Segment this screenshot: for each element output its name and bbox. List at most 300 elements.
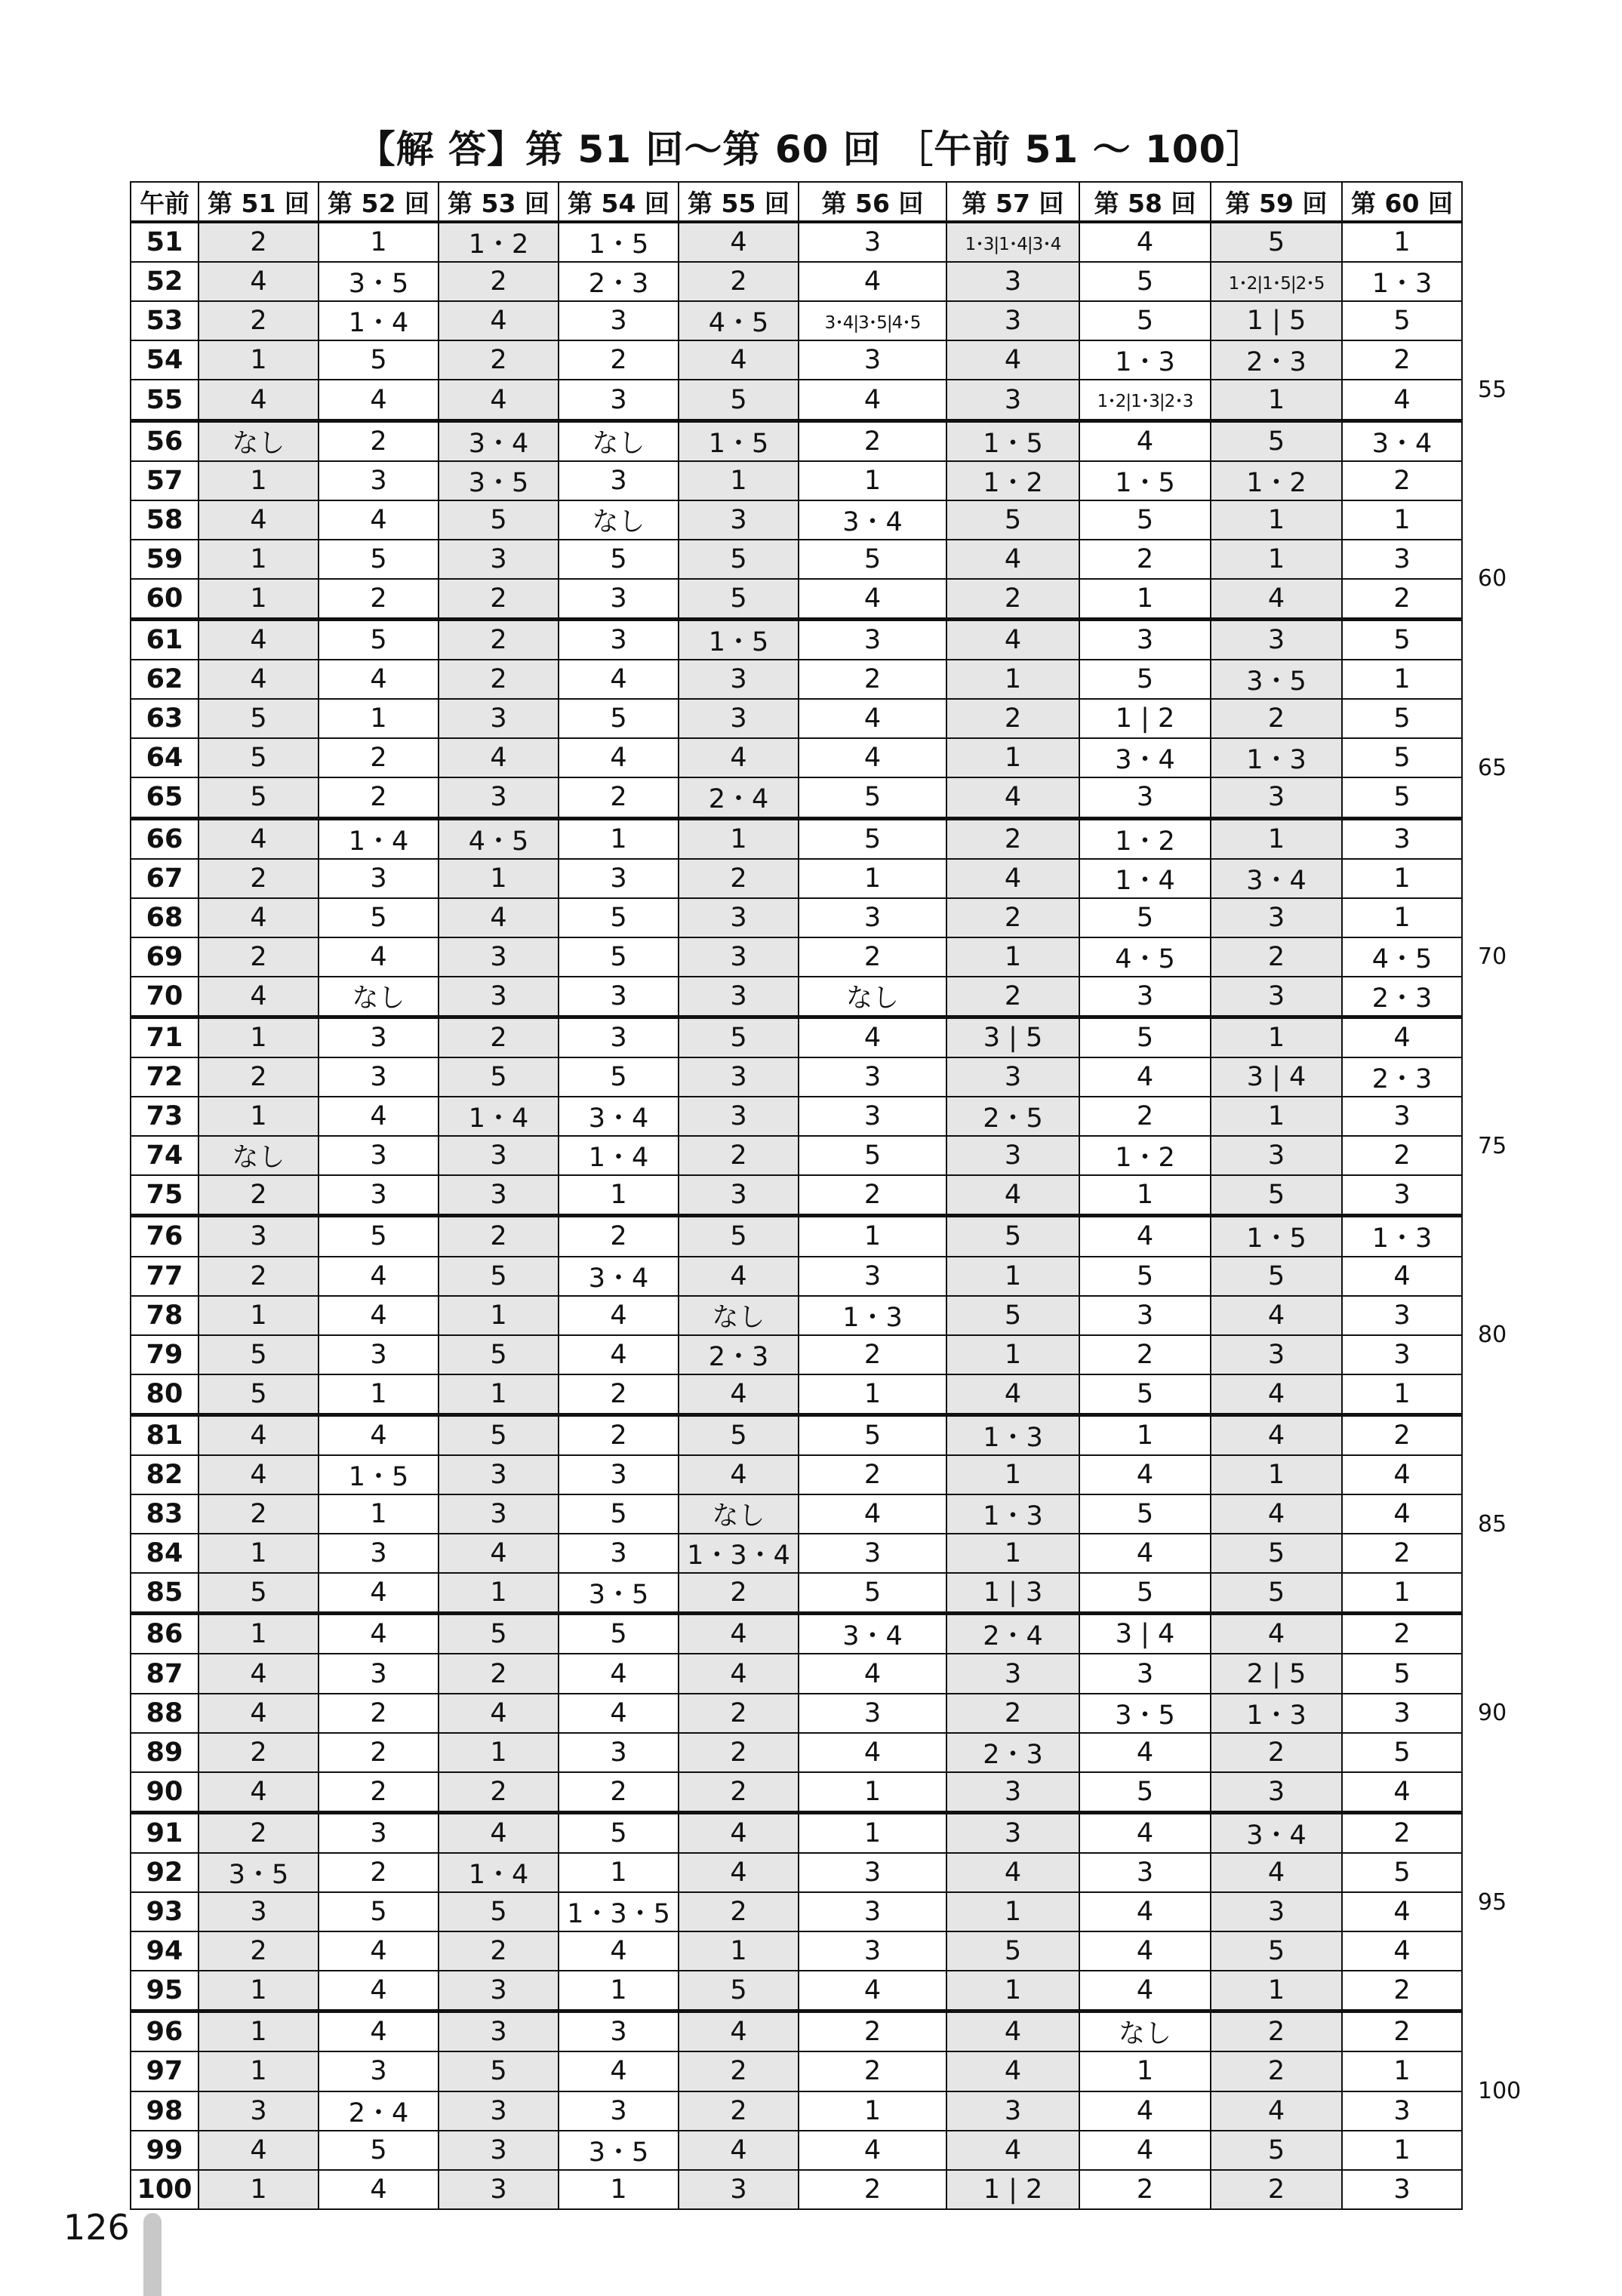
answer-cell: 4 (439, 1534, 559, 1573)
question-number: 51 (131, 222, 199, 262)
answer-cell: 5 (559, 937, 679, 977)
answer-cell: 5 (319, 898, 439, 937)
answer-cell: 4 (679, 1455, 799, 1494)
table-row (131, 2131, 1462, 2170)
answer-cell: 4 (1079, 1892, 1211, 1931)
answer-cell: 2 (439, 660, 559, 699)
answer-cell: 5 (1079, 1257, 1211, 1296)
answer-cell: 4 (1342, 1455, 1462, 1494)
answer-cell: 4 (946, 1853, 1079, 1892)
header-exam-60: 第 60 回 (1342, 182, 1462, 222)
answer-cell: なし (559, 500, 679, 540)
answer-cell: 3・4 (559, 1097, 679, 1136)
answer-cell: 1 (946, 660, 1079, 699)
answer-cell: 4 (199, 1455, 319, 1494)
answer-cell: 3 (1342, 1335, 1462, 1374)
answer-cell: 5 (1342, 301, 1462, 340)
answer-cell: 4 (439, 1812, 559, 1853)
answer-cell: 1・4 (1079, 859, 1211, 898)
answer-cell: 3 (1211, 620, 1342, 660)
answer-cell: 4・5 (679, 301, 799, 340)
answer-cell: 5 (1342, 738, 1462, 777)
answer-cell: 5 (439, 1614, 559, 1654)
answer-cell: 5 (319, 540, 439, 579)
question-number: 77 (131, 1257, 199, 1296)
answer-cell: 2・5 (946, 1097, 1079, 1136)
answer-cell: 3 (559, 1534, 679, 1573)
answer-cell: 1 (946, 1335, 1079, 1374)
answer-cell: 4 (1211, 1374, 1342, 1415)
answer-cell: 2 (319, 1733, 439, 1772)
answer-cell: 4 (319, 2170, 439, 2209)
answer-cell: 3 (679, 977, 799, 1017)
answer-cell: 1 (199, 1971, 319, 2011)
answer-cell: 1 (1211, 1971, 1342, 2011)
answer-cell: 2 (199, 859, 319, 898)
answer-cell: 2 (799, 2170, 946, 2209)
answer-cell: 3 (439, 2131, 559, 2170)
answer-cell: 2 (1342, 1414, 1462, 1455)
answer-cell: 5 (439, 2051, 559, 2091)
answer-cell: 2 (799, 2051, 946, 2091)
answer-cell: 1 (1342, 500, 1462, 540)
answer-cell: 5 (679, 540, 799, 579)
question-number: 70 (131, 977, 199, 1017)
answer-cell: 3 (559, 380, 679, 420)
answer-cell: 4 (679, 340, 799, 380)
answer-cell: 1 | 2 (946, 2170, 1079, 2209)
table-row (131, 1494, 1462, 1534)
answer-cell: 2 (679, 859, 799, 898)
question-number: 99 (131, 2131, 199, 2170)
answer-cell: 4 (1211, 1614, 1342, 1654)
table-row (131, 500, 1462, 540)
table-row (131, 1335, 1462, 1374)
header-question-label: 午前 (131, 182, 199, 222)
question-number: 90 (131, 1772, 199, 1813)
question-number: 55 (131, 380, 199, 420)
answer-cell: 3 (799, 1534, 946, 1573)
answer-cell: 5 (319, 1892, 439, 1931)
question-number: 64 (131, 738, 199, 777)
question-number: 97 (131, 2051, 199, 2091)
answer-cell: 5 (439, 1057, 559, 1097)
table-row (131, 2051, 1462, 2091)
answer-cell: 5 (439, 500, 559, 540)
answer-cell: 4・5 (439, 818, 559, 859)
answer-cell: 4 (199, 500, 319, 540)
answer-cell: 5 (1211, 222, 1342, 262)
answer-cell: 3 (559, 859, 679, 898)
answer-cell: 4 (319, 500, 439, 540)
answer-cell: 5 (679, 1414, 799, 1455)
table-row (131, 1812, 1462, 1853)
answer-cell: 1 (1342, 2051, 1462, 2091)
table-row (131, 2011, 1462, 2052)
answer-cell: 4 (679, 1654, 799, 1693)
answer-cell: 4 (199, 380, 319, 420)
table-row (131, 1534, 1462, 1573)
answer-cell: なし (559, 420, 679, 461)
table-row (131, 1057, 1462, 1097)
answer-cell: 2 (799, 1455, 946, 1494)
answer-cell: 3 | 4 (1211, 1057, 1342, 1097)
answer-cell: 3・4 (799, 1614, 946, 1654)
answer-cell: 4 (319, 660, 439, 699)
answer-cell: 3 (1342, 1175, 1462, 1216)
table-row (131, 1017, 1462, 1057)
table-row (131, 461, 1462, 500)
answer-cell: 2 (946, 1694, 1079, 1733)
side-marker: 95 (1478, 1888, 1507, 1916)
answer-cell: 1 (946, 1257, 1079, 1296)
question-number: 66 (131, 818, 199, 859)
answer-cell: 1 (1079, 1175, 1211, 1216)
answer-cell: 5 (1342, 1654, 1462, 1693)
answer-cell: 1 (319, 699, 439, 738)
answer-cell: 2 (439, 1654, 559, 1693)
answer-cell: 2・3 (1211, 340, 1342, 380)
answer-cell: 3 (799, 1057, 946, 1097)
answer-cell: 2 (1342, 1971, 1462, 2011)
answer-cell: 1 (1211, 1017, 1342, 1057)
answer-cell: 3 (439, 937, 559, 977)
answer-cell: 4 (799, 1017, 946, 1057)
answer-cell: 1・4 (319, 301, 439, 340)
answer-cell: 4 (1079, 1971, 1211, 2011)
header-exam-52: 第 52 回 (319, 182, 439, 222)
answer-cell: 3 (1211, 1136, 1342, 1175)
answer-cell: 3 (559, 2011, 679, 2052)
answer-cell: 3・5 (199, 1853, 319, 1892)
answer-cell: なし (319, 977, 439, 1017)
answer-cell: 2 (1211, 699, 1342, 738)
question-number: 91 (131, 1812, 199, 1853)
answer-cell: 4 (559, 1931, 679, 1971)
answer-cell: 2 (1342, 461, 1462, 500)
header-exam-51: 第 51 回 (199, 182, 319, 222)
answer-cell: 5 (1079, 898, 1211, 937)
answer-cell: 3 (679, 699, 799, 738)
answer-cell: 4 (1079, 1455, 1211, 1494)
answer-cell: 5 (1211, 2131, 1342, 2170)
answer-cell: 3 (946, 1057, 1079, 1097)
answer-cell: 1・2 (1079, 818, 1211, 859)
question-number: 74 (131, 1136, 199, 1175)
answer-cell: 4 (1211, 1853, 1342, 1892)
answer-cell: 4 (799, 1654, 946, 1693)
question-number: 75 (131, 1175, 199, 1216)
answer-cell: 3 (946, 262, 1079, 301)
answer-cell: 1 (559, 1971, 679, 2011)
answer-cell: 2・3 (679, 1335, 799, 1374)
answer-cell: 5 (946, 1296, 1079, 1335)
table-row (131, 1573, 1462, 1614)
question-number: 93 (131, 1892, 199, 1931)
answer-cell: 1・3 (1211, 1694, 1342, 1733)
answer-cell: 2 (1211, 2170, 1342, 2209)
answer-cell: 3 | 4 (1079, 1614, 1211, 1654)
answer-cell: 2 (799, 937, 946, 977)
answer-cell: 3 (946, 1812, 1079, 1853)
answer-cell: 5 (559, 1614, 679, 1654)
table-row (131, 859, 1462, 898)
answer-cell: 5 (559, 699, 679, 738)
answer-cell: 2 (199, 1057, 319, 1097)
answer-cell: 3 (559, 461, 679, 500)
table-row (131, 1175, 1462, 1216)
answer-cell: 5 (439, 1414, 559, 1455)
answer-cell: 4 (199, 620, 319, 660)
answer-cell: 2 (1079, 2170, 1211, 2209)
answer-cell: 2 (439, 1931, 559, 1971)
answer-cell: 3 (319, 1654, 439, 1693)
table-row (131, 579, 1462, 620)
question-number: 72 (131, 1057, 199, 1097)
header-exam-53: 第 53 回 (439, 182, 559, 222)
answer-cell: 5 (1079, 1017, 1211, 1057)
answer-cell: 1・4 (319, 818, 439, 859)
answer-cell: 2 (1342, 340, 1462, 380)
answer-cell: 4 (1342, 1931, 1462, 1971)
table-row (131, 2091, 1462, 2131)
answer-cell: 2 (199, 1257, 319, 1296)
answer-cell: 2 (799, 1175, 946, 1216)
answer-cell: 1 (799, 859, 946, 898)
answer-cell: 1 | 2 (1079, 699, 1211, 738)
answer-cell: 1 (199, 1296, 319, 1335)
answer-cell: 3 (679, 660, 799, 699)
table-row (131, 738, 1462, 777)
answer-cell: 5 (1211, 420, 1342, 461)
answer-cell: 4 (199, 1772, 319, 1813)
answer-cell: 1 (946, 1971, 1079, 2011)
question-number: 54 (131, 340, 199, 380)
side-marker: 90 (1478, 1700, 1507, 1726)
answer-cell: 3 (679, 500, 799, 540)
answer-cell: 4 (559, 2051, 679, 2091)
answer-cell: 1・3 (1079, 340, 1211, 380)
answer-cell: 4 (679, 1614, 799, 1654)
answer-cell: 3・4 (1211, 1812, 1342, 1853)
answer-cell: 2 | 5 (1211, 1654, 1342, 1693)
answer-cell: 5 (199, 777, 319, 818)
table-row (131, 301, 1462, 340)
answer-cell: 3 (1342, 1097, 1462, 1136)
answer-cell: 5 (679, 579, 799, 620)
answer-cell: 1・5 (946, 420, 1079, 461)
answer-cell: 2 (679, 1573, 799, 1614)
answer-cell: 3 (439, 977, 559, 1017)
answer-cell: 4 (199, 1694, 319, 1733)
answer-cell: 3・4 (439, 420, 559, 461)
answer-cell: 5 (799, 1573, 946, 1614)
answer-cell: 2・4 (679, 777, 799, 818)
answer-cell: 2・4 (946, 1614, 1079, 1654)
answer-cell: 3 (799, 1853, 946, 1892)
answer-cell: 3 (439, 1136, 559, 1175)
answer-cell: 2・3 (946, 1733, 1079, 1772)
answer-cell: 1・4 (439, 1097, 559, 1136)
table-row (131, 1136, 1462, 1175)
question-number: 85 (131, 1573, 199, 1614)
answer-cell: 2 (559, 340, 679, 380)
answer-cell: 5 (679, 380, 799, 420)
answer-cell: 1 | 3 (946, 1573, 1079, 1614)
answer-cell: 3 (1342, 540, 1462, 579)
answer-cell: 3 (199, 2091, 319, 2131)
answer-cell: 1 (199, 579, 319, 620)
answer-cell: 1 (199, 1614, 319, 1654)
answer-cell: 2・4 (319, 2091, 439, 2131)
answer-cell: 2 (679, 2051, 799, 2091)
answer-cell: 4 (946, 2131, 1079, 2170)
answer-cell: 3・5 (1079, 1694, 1211, 1733)
answer-cell: 1 (1342, 2131, 1462, 2170)
answer-cell: 3・4 (1342, 420, 1462, 461)
answer-cell: 2 (1211, 937, 1342, 977)
answer-cell: 2 (679, 2091, 799, 2131)
answer-cell: 4 (559, 1654, 679, 1693)
answer-cell: 4 (799, 1733, 946, 1772)
answer-cell: 3 (439, 1971, 559, 2011)
answer-cell: 2 (319, 1694, 439, 1733)
answer-cell: 1・3 (946, 1414, 1079, 1455)
answer-cell: 2 (199, 1812, 319, 1853)
answer-cell: 4 (439, 380, 559, 420)
answer-cell: 4 (439, 301, 559, 340)
answer-cell: 1 | 5 (1211, 301, 1342, 340)
answer-cell: 1・4 (559, 1136, 679, 1175)
answer-cell: 3 (319, 1335, 439, 1374)
answer-cell: 3 (319, 1136, 439, 1175)
answer-cell: 5 (1342, 1733, 1462, 1772)
answer-cell: 4 (439, 1694, 559, 1733)
answer-cell: なし (199, 1136, 319, 1175)
answer-cell: 4 (679, 1812, 799, 1853)
answer-cell: 3 (946, 1136, 1079, 1175)
answer-cell: 1 (199, 540, 319, 579)
answer-cell: 4 (199, 660, 319, 699)
answer-cell: 2 (199, 301, 319, 340)
answer-cell: 4 (946, 340, 1079, 380)
answer-cell: 2 (799, 660, 946, 699)
question-number: 82 (131, 1455, 199, 1494)
table-row (131, 340, 1462, 380)
answer-cell: 4 (1211, 1414, 1342, 1455)
question-number: 96 (131, 2011, 199, 2052)
answer-cell: 2 (946, 977, 1079, 1017)
answer-cell: 4 (679, 2011, 799, 2052)
answer-cell: 3・5 (319, 262, 439, 301)
answer-cell: 3 (439, 1175, 559, 1216)
answer-cell: 4 (319, 1573, 439, 1614)
question-number: 63 (131, 699, 199, 738)
answer-cell: 1 (946, 1455, 1079, 1494)
answer-cell: 2 (946, 699, 1079, 738)
header-exam-58: 第 58 回 (1079, 182, 1211, 222)
header-exam-57: 第 57 回 (946, 182, 1079, 222)
answer-cell: 4 (319, 937, 439, 977)
answer-cell: 3 (559, 301, 679, 340)
answer-cell: 4 (1211, 579, 1342, 620)
answer-cell: 1 (679, 1931, 799, 1971)
answer-cell: 2 (1211, 1733, 1342, 1772)
answer-cell: 3 (1079, 977, 1211, 1017)
answer-cell: 2 (559, 1414, 679, 1455)
side-marker: 65 (1478, 754, 1507, 781)
answer-cell: 1・5 (319, 1455, 439, 1494)
table-row (131, 540, 1462, 579)
answer-cell: 4 (946, 1175, 1079, 1216)
answer-cell: 1・2 (1079, 1136, 1211, 1175)
answer-cell: 3 (799, 1931, 946, 1971)
answer-cell: 1 (199, 340, 319, 380)
table-row (131, 1853, 1462, 1892)
answer-cell: 4 (1342, 1772, 1462, 1813)
answer-cell: 5 (1342, 699, 1462, 738)
answer-cell: 1･2|1･5|2･5 (1211, 262, 1342, 301)
answer-cell: 1 (1211, 380, 1342, 420)
answer-cell: 4 (199, 1654, 319, 1693)
answer-cell: 4 (679, 2131, 799, 2170)
answer-cell: 1 (799, 2091, 946, 2131)
answer-cell: 1 (1211, 500, 1342, 540)
answer-cell: 3 (439, 777, 559, 818)
answer-cell: 2 (319, 738, 439, 777)
answer-cell: 3 (1342, 2091, 1462, 2131)
answer-cell: 3 (679, 898, 799, 937)
answer-cell: 4 (679, 222, 799, 262)
answer-cell: 2 (439, 340, 559, 380)
answer-cell: 4 (1342, 1017, 1462, 1057)
answer-cell: 5 (199, 1374, 319, 1415)
answer-cell: 2 (439, 1017, 559, 1057)
answer-cell: 2 (319, 777, 439, 818)
answer-cell: 4 (799, 262, 946, 301)
answer-cell: 3 (319, 1175, 439, 1216)
answer-cell: 2 (439, 620, 559, 660)
answer-cell: 4 (1079, 1057, 1211, 1097)
answer-cell: 1 (799, 461, 946, 500)
answer-cell: 1・3 (799, 1296, 946, 1335)
answer-cell: 1 (799, 1216, 946, 1257)
answer-cell: 5 (1079, 301, 1211, 340)
answer-cell: 4 (1079, 1534, 1211, 1573)
answer-cell: 3 (679, 1057, 799, 1097)
side-marker: 80 (1478, 1322, 1507, 1348)
answer-cell: 5 (559, 1494, 679, 1534)
answer-cell: 2 (1342, 2011, 1462, 2052)
table-row (131, 699, 1462, 738)
answer-cell: 2 (319, 420, 439, 461)
question-number: 83 (131, 1494, 199, 1534)
answer-cell: 2 (319, 1772, 439, 1813)
answer-cell: 3・4 (559, 1257, 679, 1296)
answer-cell: なし (679, 1494, 799, 1534)
question-number: 65 (131, 777, 199, 818)
answer-cell: 4 (1211, 2091, 1342, 2131)
answer-cell: なし (799, 977, 946, 1017)
answer-cell: 2 (559, 1374, 679, 1415)
table-row (131, 262, 1462, 301)
answer-cell: 1・3・4 (679, 1534, 799, 1573)
table-row (131, 1772, 1462, 1813)
answer-cell: 3 (1211, 1335, 1342, 1374)
answer-cell: 3 (679, 2170, 799, 2209)
question-number: 67 (131, 859, 199, 898)
answer-cell: 1 (1342, 660, 1462, 699)
